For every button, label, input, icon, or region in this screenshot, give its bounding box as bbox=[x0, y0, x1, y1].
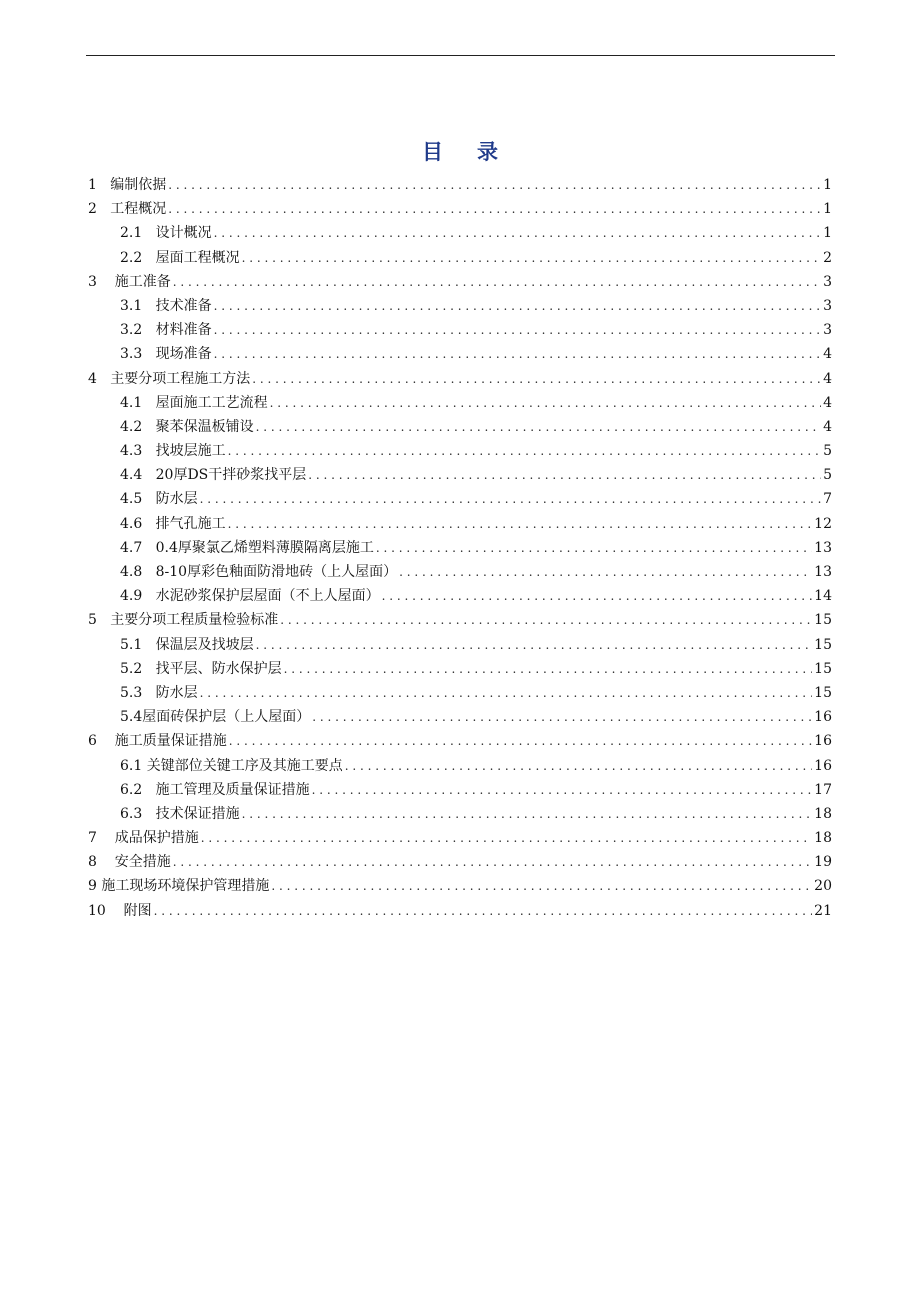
toc-entry[interactable] bbox=[88, 295, 832, 319]
toc-entry[interactable] bbox=[88, 779, 832, 803]
toc-entry-gap bbox=[142, 516, 155, 532]
toc-entry[interactable] bbox=[88, 827, 832, 851]
toc-entry-gap bbox=[97, 733, 115, 749]
toc-dot-leader bbox=[382, 589, 813, 603]
toc-entry-number: 5.2 bbox=[120, 660, 143, 677]
toc-entry-page: 4 bbox=[823, 418, 832, 435]
toc-entry-number: 5.4 bbox=[120, 709, 143, 726]
toc-entry[interactable] bbox=[88, 392, 832, 416]
toc-dot-leader bbox=[242, 251, 821, 265]
toc-entry-page: 5 bbox=[823, 443, 832, 460]
toc-entry-number: 7 bbox=[88, 830, 97, 847]
toc-entry-label: 材料准备 bbox=[155, 322, 212, 339]
toc-entry-page: 15 bbox=[814, 684, 832, 701]
toc-dot-leader bbox=[252, 372, 821, 386]
toc-dot-leader bbox=[173, 855, 812, 869]
toc-dot-leader bbox=[168, 178, 821, 192]
toc-entry[interactable] bbox=[88, 271, 832, 295]
toc-entry-label: 防水层 bbox=[155, 491, 198, 508]
toc-entry-number: 3 bbox=[88, 273, 97, 290]
toc-dot-leader bbox=[228, 517, 813, 531]
toc-entry[interactable] bbox=[88, 851, 832, 875]
toc-entry-page: 13 bbox=[814, 539, 832, 556]
toc-entry-number: 6.2 bbox=[120, 781, 143, 798]
toc-entry-label: 找坡层施工 bbox=[155, 443, 226, 460]
toc-entry-number: 4.6 bbox=[120, 515, 143, 532]
toc-entry-label: 20厚DS干拌砂浆找平层 bbox=[155, 467, 307, 484]
toc-entry-number: 5.3 bbox=[120, 684, 143, 701]
toc-entry-label: 施工管理及质量保证措施 bbox=[155, 781, 310, 798]
toc-entry-page: 14 bbox=[814, 588, 832, 605]
toc-entry-label: 技术准备 bbox=[155, 297, 212, 314]
toc-entry-label: 编制依据 bbox=[110, 177, 167, 193]
toc-entry-number: 6.1 bbox=[120, 757, 143, 774]
toc-entry-page: 16 bbox=[814, 733, 832, 750]
toc-entry[interactable] bbox=[88, 174, 832, 198]
toc-entry-number: 5.1 bbox=[120, 636, 143, 653]
toc-entry-gap bbox=[142, 443, 155, 459]
toc-entry-page: 19 bbox=[814, 854, 832, 871]
toc-dot-leader bbox=[214, 323, 821, 337]
header-rule bbox=[86, 55, 835, 56]
toc-entry[interactable] bbox=[88, 730, 832, 754]
toc-entry-gap bbox=[97, 274, 115, 290]
toc-entry-page: 1 bbox=[823, 225, 832, 242]
toc-entry-label: 8-10厚彩色釉面防滑地砖（上人屋面） bbox=[155, 564, 398, 580]
toc-entry-label: 关键部位关键工序及其施工要点 bbox=[146, 757, 343, 774]
toc-entry-page: 20 bbox=[814, 878, 832, 895]
toc-entry-gap bbox=[97, 612, 110, 628]
toc-entry-label: 排气孔施工 bbox=[155, 515, 226, 532]
toc-dot-leader bbox=[201, 831, 812, 845]
toc-dot-leader bbox=[200, 492, 821, 506]
toc-entry-label: 屋面施工工艺流程 bbox=[155, 394, 268, 411]
toc-entry-gap bbox=[97, 854, 115, 870]
toc-entry-number: 4.3 bbox=[120, 443, 143, 460]
toc-entry-label: 屋面砖保护层（上人屋面） bbox=[142, 709, 311, 726]
toc-entry-number: 2.2 bbox=[120, 249, 143, 266]
toc-entry-page: 3 bbox=[823, 273, 832, 290]
toc-entry-number: 4.5 bbox=[120, 491, 143, 508]
toc-entry-label: 水泥砂浆保护层屋面（不上人屋面） bbox=[155, 588, 380, 605]
toc-entry-page: 17 bbox=[814, 781, 832, 798]
toc-entry-gap bbox=[97, 371, 110, 387]
toc-entry-gap bbox=[142, 564, 155, 580]
toc-entry-gap bbox=[97, 201, 110, 217]
toc-entry[interactable] bbox=[88, 537, 832, 561]
toc-dot-leader bbox=[399, 565, 812, 579]
toc-dot-leader bbox=[168, 202, 821, 216]
toc-entry-number: 4.1 bbox=[120, 394, 143, 411]
toc-dot-leader bbox=[280, 613, 812, 627]
toc-entry[interactable] bbox=[88, 585, 832, 609]
toc-entry-gap bbox=[142, 346, 155, 362]
toc-dot-leader bbox=[376, 541, 812, 555]
toc-entry[interactable] bbox=[88, 658, 832, 682]
toc-entry[interactable] bbox=[88, 755, 832, 779]
toc-entry[interactable] bbox=[88, 198, 832, 222]
toc-dot-leader bbox=[154, 904, 813, 918]
toc-entry-gap bbox=[142, 637, 155, 653]
toc-entry-page: 1 bbox=[823, 201, 832, 218]
toc-entry[interactable] bbox=[88, 513, 832, 537]
toc-entry-page: 16 bbox=[814, 709, 832, 726]
toc-entry-gap bbox=[142, 322, 155, 338]
toc-dot-leader bbox=[242, 807, 813, 821]
toc-entry[interactable] bbox=[88, 875, 832, 899]
toc-dot-leader bbox=[228, 444, 821, 458]
toc-entry-page: 18 bbox=[814, 805, 832, 822]
toc-entry-number: 8 bbox=[88, 854, 97, 871]
toc-entry[interactable] bbox=[88, 561, 832, 585]
toc-entry-page: 3 bbox=[823, 297, 832, 314]
toc-entry-label: 屋面工程概况 bbox=[155, 249, 240, 266]
toc-entry-gap bbox=[142, 782, 155, 798]
toc-entry-gap bbox=[142, 540, 155, 556]
toc-entry-gap bbox=[142, 225, 155, 241]
toc-entry[interactable] bbox=[88, 319, 832, 343]
toc-entry-label: 施工现场环境保护管理措施 bbox=[101, 878, 270, 895]
toc-dot-leader bbox=[256, 638, 813, 652]
toc-entry-page: 5 bbox=[823, 467, 832, 484]
toc-dot-leader bbox=[256, 420, 821, 434]
table-of-contents bbox=[88, 174, 832, 924]
toc-entry[interactable] bbox=[88, 247, 832, 271]
toc-entry-number: 6 bbox=[88, 733, 97, 750]
toc-entry[interactable] bbox=[88, 900, 832, 924]
toc-entry-label: 主要分项工程施工方法 bbox=[110, 370, 251, 387]
toc-entry-number: 10 bbox=[88, 902, 106, 919]
toc-entry-gap bbox=[97, 830, 115, 846]
toc-entry-label: 防水层 bbox=[155, 684, 198, 701]
toc-entry-label: 工程概况 bbox=[110, 201, 167, 218]
toc-entry-label: 保温层及找坡层 bbox=[155, 636, 254, 653]
toc-dot-leader bbox=[229, 734, 812, 748]
toc-dot-leader bbox=[200, 686, 813, 700]
toc-entry-page: 15 bbox=[814, 612, 832, 629]
toc-entry-gap bbox=[142, 661, 155, 677]
toc-entry-page: 15 bbox=[814, 636, 832, 653]
toc-entry-label: 施工质量保证措施 bbox=[114, 733, 227, 750]
toc-entry[interactable] bbox=[88, 440, 832, 464]
toc-entry-label: 0.4厚聚氯乙烯塑料薄膜隔离层施工 bbox=[155, 539, 374, 556]
toc-entry-page: 18 bbox=[814, 830, 832, 847]
toc-entry-label: 聚苯保温板铺设 bbox=[155, 418, 254, 435]
toc-title bbox=[0, 136, 920, 166]
toc-entry-gap bbox=[142, 419, 155, 435]
toc-entry-label: 设计概况 bbox=[155, 225, 212, 242]
toc-entry-page: 4 bbox=[823, 370, 832, 387]
toc-entry-page: 7 bbox=[823, 491, 832, 508]
toc-entry-gap bbox=[142, 467, 155, 483]
toc-dot-leader bbox=[284, 662, 813, 676]
toc-entry-number: 4.9 bbox=[120, 588, 143, 605]
toc-entry-gap bbox=[142, 250, 155, 266]
toc-entry-page: 1 bbox=[823, 177, 832, 193]
toc-dot-leader bbox=[345, 759, 812, 773]
toc-dot-leader bbox=[270, 396, 821, 410]
toc-entry[interactable] bbox=[88, 464, 832, 488]
toc-entry-label: 成品保护措施 bbox=[114, 830, 199, 847]
toc-entry-label: 安全措施 bbox=[114, 854, 171, 871]
toc-entry-label: 施工准备 bbox=[114, 273, 171, 290]
toc-entry-label: 技术保证措施 bbox=[155, 805, 240, 822]
toc-entry-number: 4.7 bbox=[120, 539, 143, 556]
toc-entry-label: 现场准备 bbox=[155, 346, 212, 363]
toc-dot-leader bbox=[214, 226, 821, 240]
toc-dot-leader bbox=[173, 275, 821, 289]
toc-entry-page: 4 bbox=[823, 394, 832, 411]
toc-dot-leader bbox=[312, 710, 812, 724]
toc-entry[interactable] bbox=[88, 488, 832, 512]
toc-entry-number: 1 bbox=[88, 177, 97, 193]
toc-entry[interactable] bbox=[88, 368, 832, 392]
toc-entry[interactable] bbox=[88, 706, 832, 730]
toc-entry-number: 4.4 bbox=[120, 467, 143, 484]
toc-entry-page: 2 bbox=[823, 249, 832, 266]
toc-entry-gap bbox=[142, 685, 155, 701]
toc-title-char-2: 录 bbox=[477, 139, 498, 164]
toc-entry-gap bbox=[142, 588, 155, 604]
toc-entry-page: 4 bbox=[823, 346, 832, 363]
toc-entry-page: 15 bbox=[814, 660, 832, 677]
toc-entry-gap bbox=[142, 395, 155, 411]
toc-entry-number: 2.1 bbox=[120, 225, 143, 242]
toc-entry-gap bbox=[142, 491, 155, 507]
toc-entry[interactable] bbox=[88, 222, 832, 246]
toc-entry-number: 3.1 bbox=[120, 297, 143, 314]
toc-entry-page: 16 bbox=[814, 757, 832, 774]
toc-entry-label: 主要分项工程质量检验标准 bbox=[110, 612, 279, 629]
toc-entry-gap bbox=[142, 298, 155, 314]
toc-dot-leader bbox=[214, 347, 821, 361]
toc-entry-number: 9 bbox=[88, 878, 97, 895]
toc-entry-page: 21 bbox=[814, 902, 832, 919]
toc-entry[interactable] bbox=[88, 634, 832, 658]
toc-dot-leader bbox=[308, 468, 821, 482]
toc-entry[interactable] bbox=[88, 416, 832, 440]
toc-dot-leader bbox=[312, 783, 813, 797]
toc-entry-number: 3.2 bbox=[120, 322, 143, 339]
toc-entry-label: 附图 bbox=[123, 902, 152, 919]
toc-entry-page: 3 bbox=[823, 322, 832, 339]
toc-dot-leader bbox=[214, 299, 821, 313]
toc-entry-gap bbox=[106, 903, 124, 919]
toc-entry-gap bbox=[97, 177, 110, 193]
toc-dot-leader bbox=[271, 879, 812, 893]
toc-title-char-1: 目 bbox=[422, 139, 443, 164]
toc-entry-page: 12 bbox=[814, 515, 832, 532]
toc-entry-number: 4 bbox=[88, 370, 97, 387]
toc-entry[interactable] bbox=[88, 609, 832, 633]
toc-entry-gap bbox=[142, 806, 155, 822]
toc-entry-number: 6.3 bbox=[120, 805, 143, 822]
toc-entry[interactable] bbox=[88, 803, 832, 827]
toc-entry[interactable] bbox=[88, 343, 832, 367]
toc-entry-label: 找平层、防水保护层 bbox=[155, 660, 282, 677]
toc-entry[interactable] bbox=[88, 682, 832, 706]
toc-entry-number: 5 bbox=[88, 612, 97, 629]
toc-entry-number: 4.8 bbox=[120, 564, 143, 580]
toc-entry-number: 2 bbox=[88, 201, 97, 218]
toc-entry-number: 3.3 bbox=[120, 346, 143, 363]
toc-entry-number: 4.2 bbox=[120, 418, 143, 435]
toc-entry-page: 13 bbox=[814, 564, 832, 580]
